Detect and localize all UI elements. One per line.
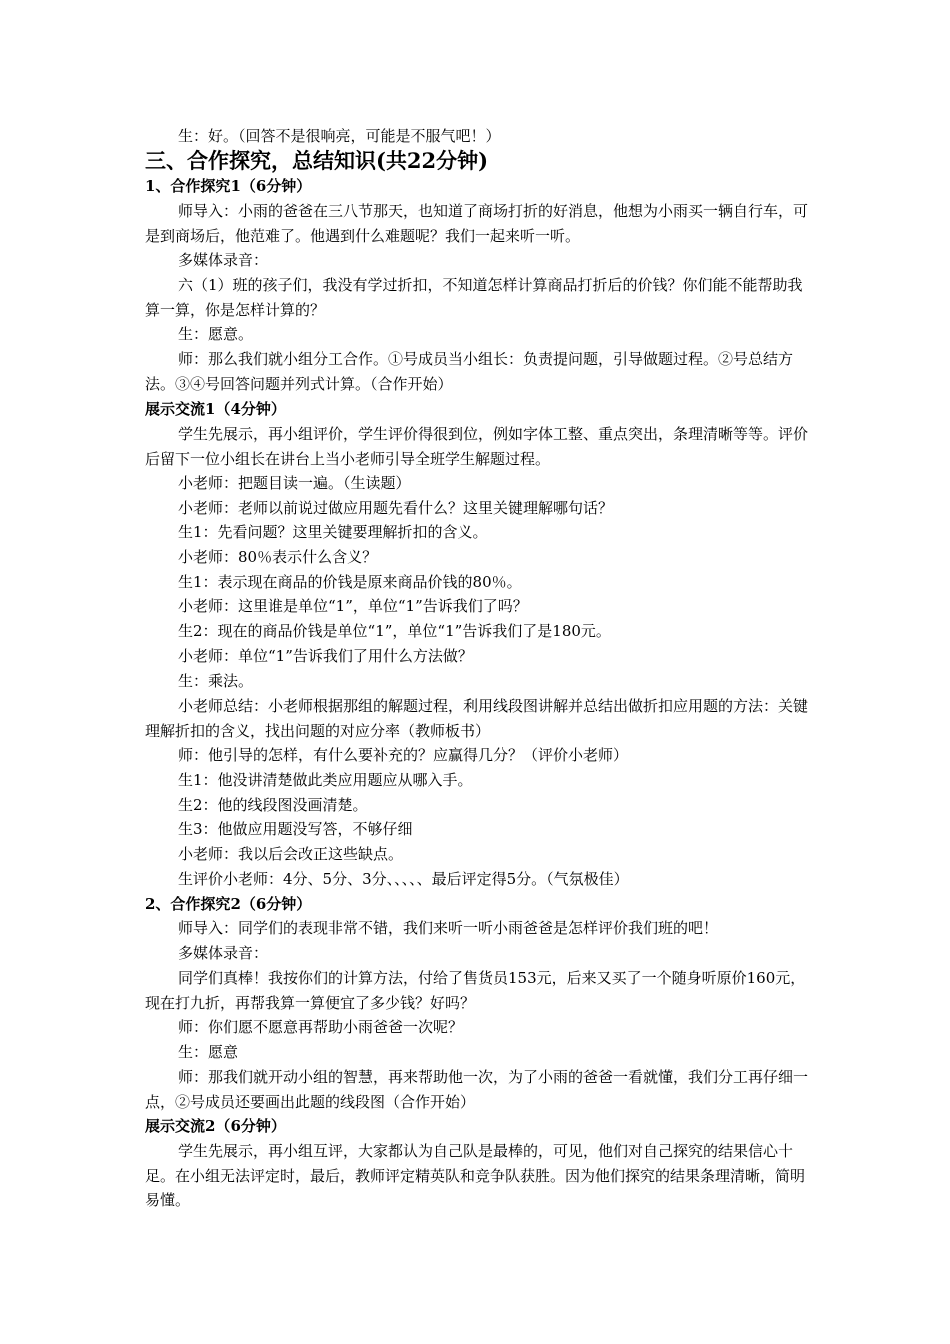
paragraph: 生：乘法。	[178, 672, 254, 690]
paragraph: 师：你们愿不愿意再帮助小雨爸爸一次呢？	[178, 1018, 464, 1036]
paragraph: 生1：表示现在商品的价钱是原来商品价钱的80％。	[178, 573, 522, 591]
paragraph: 生2：现在的商品价钱是单位“1”，单位“1”告诉我们了是180元。	[178, 622, 611, 640]
paragraph: 生1：先看问题？这里关键要理解折扣的含义。	[178, 523, 488, 541]
paragraph: 多媒体录音：	[178, 251, 269, 269]
paragraph: 六（1）班的孩子们，我没有学过折扣，不知道怎样计算商品打折后的价钱？你们能不能帮助我算一算，你是怎样计算的？	[145, 276, 803, 319]
paragraph: 师：他引导的怎样，有什么要补充的？应赢得几分？（评价小老师）	[178, 746, 629, 764]
subsection-heading: 展示交流2（6分钟）	[145, 1117, 286, 1135]
paragraph: 生：愿意	[178, 1043, 239, 1061]
paragraph: 生评价小老师：4分、5分、3分、、、、、最后评定得5分。（气氛极佳）	[178, 870, 629, 888]
paragraph: 小老师：80％表示什么含义？	[178, 548, 378, 566]
paragraph: 生2：他的线段图没画清楚。	[178, 796, 368, 814]
paragraph: 师：那我们就开动小组的智慧，再来帮助他一次，为了小雨的爸爸一看就懂，我们分工再仔细一点，②号成员还要画出此题的线段图（合作开始）	[145, 1068, 809, 1111]
paragraph: 生：好。（回答不是很响亮，可能是不服气吧！）	[178, 127, 501, 145]
paragraph: 师：那么我们就小组分工合作。①号成员当小组长：负责提问题，引导做题过程。②号总结方法。③④号回答问题并列式计算。（合作开始）	[145, 350, 794, 393]
paragraph: 小老师：这里谁是单位“1”，单位“1”告诉我们了吗？	[178, 597, 528, 615]
paragraph: 生：愿意。	[178, 325, 254, 343]
paragraph: 生3：他做应用题没写答，不够仔细	[178, 820, 413, 838]
paragraph: 学生先展示，再小组互评，大家都认为自己队是最棒的，可见，他们对自己探究的结果信心十足。在小组无法评定时，最后，教师评定精英队和竞争队获胜。因为他们探究的结果条理清晰，简明易懂。	[145, 1142, 806, 1209]
paragraph: 小老师：我以后会改正这些缺点。	[178, 845, 404, 863]
paragraph: 小老师：把题目读一遍。（生读题）	[178, 474, 411, 492]
paragraph: 小老师：单位“1”告诉我们了用什么方法做？	[178, 647, 473, 665]
paragraph: 同学们真棒！我按你们的计算方法，付给了售货员153元，后来又买了一个随身听原价160元，现在打九折，再帮我算一算便宜了多少钱？好吗？	[145, 969, 806, 1012]
subsection-heading: 2、合作探究2（6分钟）	[145, 895, 312, 913]
section-heading: 三、合作探究，总结知识(共22分钟)	[145, 148, 489, 173]
paragraph: 师导入：同学们的表现非常不错，我们来听一听小雨爸爸是怎样评价我们班的吧！	[178, 919, 719, 937]
subsection-heading: 展示交流1（4分钟）	[145, 400, 286, 418]
subsection-heading: 1、合作探究1（6分钟）	[145, 177, 312, 195]
paragraph: 小老师：老师以前说过做应用题先看什么？这里关键理解哪句话？	[178, 499, 614, 517]
paragraph: 多媒体录音：	[178, 944, 269, 962]
paragraph: 小老师总结：小老师根据那组的解题过程，利用线段图讲解并总结出做折扣应用题的方法：关键理解折扣的含义，找出问题的对应分率（教师板书）	[145, 697, 809, 740]
paragraph: 师导入：小雨的爸爸在三八节那天，也知道了商场打折的好消息，他想为小雨买一辆自行车，可是到商场后，他范难了。他遇到什么难题呢？我们一起来听一听。	[145, 202, 809, 245]
paragraph: 学生先展示，再小组评价，学生评价得很到位，例如字体工整、重点突出，条理清晰等等。评价后留下一位小组长在讲台上当小老师引导全班学生解题过程。	[145, 425, 809, 468]
paragraph: 生1：他没讲清楚做此类应用题应从哪入手。	[178, 771, 473, 789]
